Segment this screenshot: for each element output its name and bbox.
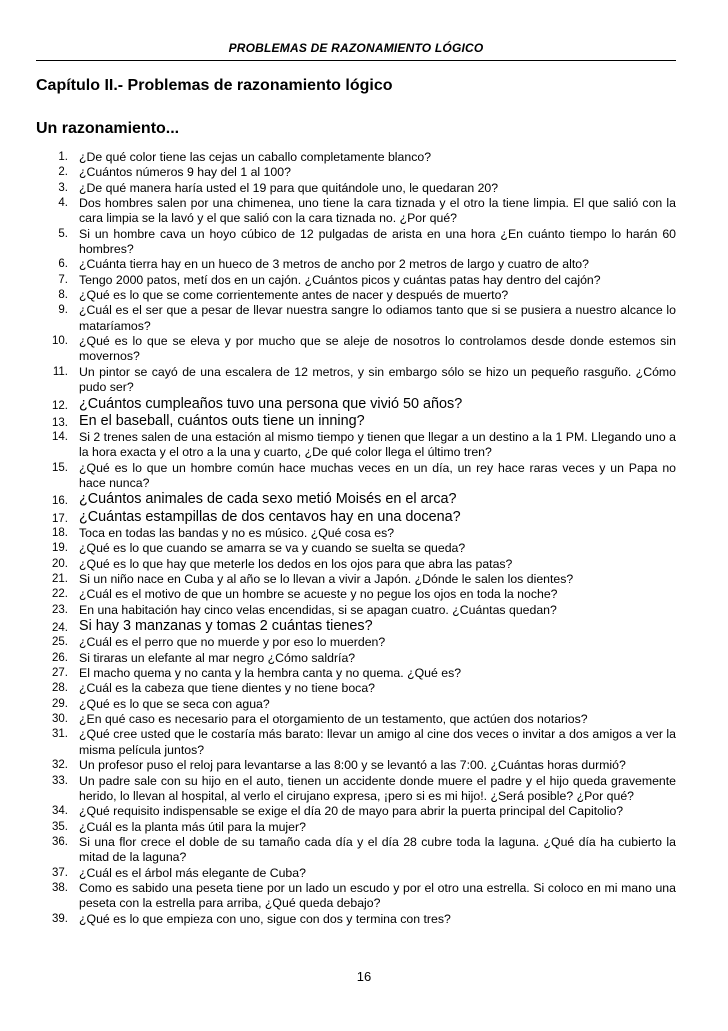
question-item (40, 587, 676, 602)
question-text: Como es sabido una peseta tiene por un lado un escudo y por el otro una estrella. Si coloco en mi mano una peseta con la estrella para arriba, ¿Qué queda debajo? (79, 880, 676, 911)
question-number: 38. (52, 881, 68, 894)
header-rule (36, 60, 676, 61)
question-text: Dos hombres salen por una chimenea, uno tiene la cara tiznada y el otro la tiene limpia. El que salió con la cara limpia se la lavó y el que salió con la cara tiznada no. ¿Por qué? (79, 196, 676, 226)
question-number: 15. (52, 461, 68, 474)
question-item (40, 603, 676, 618)
running-header: PROBLEMAS DE RAZONAMIENTO LÓGICO (228, 41, 484, 55)
question-text: ¿Cuánta tierra hay en un hueco de 3 metros de ancho por 2 metros de largo y cuatro de alto? (79, 257, 589, 272)
question-number: 37. (52, 866, 68, 879)
question-item (40, 461, 676, 492)
question-number: 30. (52, 713, 68, 726)
question-item (40, 181, 676, 196)
question-number: 3. (58, 181, 68, 194)
question-item (40, 758, 676, 773)
question-item (40, 509, 676, 526)
question-text: ¿Qué es lo que empieza con uno, sigue con dos y termina con tres? (79, 911, 451, 926)
question-number: 10. (52, 335, 68, 348)
question-text: ¿Qué cree usted que le costaría más barato: llevar un amigo al cine dos veces o invitar a dos amigos a ver la misma película juntos? (79, 727, 676, 757)
question-number: 34. (52, 805, 68, 818)
question-text: Un profesor puso el reloj para levantarse a las 8:00 y se levantó a las 7:00. ¿Cuántas horas durmió? (79, 758, 626, 773)
question-item (40, 804, 676, 819)
question-item (40, 288, 676, 303)
question-number: 31. (52, 728, 68, 741)
question-text: Tengo 2000 patos, metí dos en un cajón. ¿Cuántos picos y cuántas patas hay dentro del cajón? (79, 272, 601, 287)
question-item (40, 150, 676, 165)
question-text: ¿Qué es lo que hay que meterle los dedos en los ojos para que abra las patas? (79, 556, 513, 571)
question-number: 33. (52, 774, 68, 787)
question-number: 29. (52, 697, 68, 710)
question-item (40, 491, 676, 508)
question-number: 23. (52, 603, 68, 616)
page-number: 16 (356, 969, 372, 984)
question-text: Si un hombre cava un hoyo cúbico de 12 pulgadas de arista en una hora ¿En cuánto tiempo lo harán 60 hombres? (79, 226, 676, 257)
question-item (40, 526, 676, 541)
question-text: Si un niño nace en Cuba y al año se lo llevan a vivir a Japón. ¿Dónde le salen los dientes? (79, 572, 574, 587)
question-number: 36. (52, 835, 68, 848)
question-text: ¿Cuántos cumpleaños tuvo una persona que vivió 50 años? (79, 395, 463, 412)
question-text: ¿Qué requisito indispensable se exige el día 20 de mayo para abrir la puerta principal del Capitolio? (79, 804, 624, 819)
question-item (40, 881, 676, 912)
question-number: 39. (52, 912, 68, 925)
question-number: 5. (58, 227, 68, 240)
question-text: ¿Qué es lo que un hombre común hace muchas veces en un día, un rey hace raras veces y un Papa no hace nunca? (79, 460, 676, 491)
question-text: ¿Cuál es el motivo de que un hombre se acueste y no pegue los ojos en toda la noche? (79, 587, 558, 602)
question-number: 9. (58, 304, 68, 317)
question-text: ¿Cuál es el ser que a pesar de llevar nuestra sangre lo odiamos tanto que si se pusiera a nuestro alcance lo mataríamos? (79, 303, 676, 333)
question-item (40, 666, 676, 681)
question-text: ¿Cuántos animales de cada sexo metió Moisés en el arca? (79, 491, 457, 508)
question-text: ¿Qué es lo que se come corrientemente antes de nacer y después de muerto? (79, 288, 509, 303)
question-number: 16. (52, 495, 68, 508)
question-number: 12. (52, 399, 68, 412)
question-item (40, 681, 676, 696)
question-text: Si hay 3 manzanas y tomas 2 cuántas tienes? (79, 618, 373, 635)
question-number: 11. (52, 365, 68, 378)
question-text: Un pintor se cayó de una escalera de 12 metros, y sin embargo sólo se hizo un pequeño rasguño. ¿Cómo pudo ser? (79, 364, 676, 395)
section-title: Un razonamiento... (36, 120, 180, 137)
question-item (40, 430, 676, 461)
question-number: 1. (58, 151, 68, 163)
question-text: ¿Cuál es el perro que no muerde y por eso lo muerden? (79, 635, 386, 650)
question-number: 13. (52, 416, 68, 429)
question-number: 28. (52, 682, 68, 695)
question-number: 6. (58, 258, 68, 271)
question-text: El macho quema y no canta y la hembra canta y no quema. ¿Qué es? (79, 666, 462, 681)
question-number: 7. (58, 273, 68, 286)
question-text: En el baseball, cuántos outs tiene un inning? (79, 412, 365, 429)
question-text: Toca en todas las bandas y no es músico. ¿Qué cosa es? (79, 526, 395, 541)
question-item (40, 712, 676, 727)
question-text: ¿De qué manera haría usted el 19 para que quitándole uno, le quedaran 20? (79, 180, 499, 195)
question-item (40, 618, 676, 635)
question-item (40, 257, 676, 272)
question-item (40, 697, 676, 712)
question-number: 35. (52, 820, 68, 833)
question-number: 27. (52, 667, 68, 680)
question-number: 19. (52, 542, 68, 555)
question-item (40, 557, 676, 572)
question-number: 32. (52, 759, 68, 772)
question-item (40, 572, 676, 587)
question-item (40, 541, 676, 556)
question-item (40, 273, 676, 288)
question-number: 22. (52, 588, 68, 601)
question-text: Un padre sale con su hijo en el auto, tienen un accidente donde muere el padre y el hijo queda gravemente herido, lo llevan al hospital, al verlo el cirujano expresa, ¡pero si es mi hijo!. ¿Será posible? ¿Por qué? (79, 773, 676, 803)
question-item (40, 820, 676, 835)
question-number: 18. (52, 527, 68, 540)
question-text: ¿Cuál es el árbol más elegante de Cuba? (79, 865, 306, 880)
question-item (40, 651, 676, 666)
question-text: ¿Cuántas estampillas de dos centavos hay en una docena? (79, 508, 461, 525)
question-text: ¿Qué es lo que se seca con agua? (79, 696, 270, 711)
question-number: 21. (52, 573, 68, 586)
question-item (40, 196, 676, 227)
question-text: En una habitación hay cinco velas encendidas, si se apagan cuatro. ¿Cuántas quedan? (79, 602, 557, 617)
question-text: Si una flor crece el doble de su tamaño cada día y el día 28 cubre toda la laguna. ¿Qué día ha cubierto la mitad de la laguna? (79, 834, 676, 865)
question-number: 8. (58, 289, 68, 302)
question-item (40, 912, 676, 927)
question-text: ¿Qué es lo que se eleva y por mucho que se aleje de nosotros lo controlamos desde donde estemos sin movernos? (79, 334, 676, 364)
question-text: Si 2 trenes salen de una estación al mismo tiempo y tienen que llegar a un destino a la 1 PM. Llegando uno a la hora exacta y el otro a la una y cuarto, ¿De qué color llega el último tren? (79, 430, 676, 460)
question-number: 26. (52, 651, 68, 664)
question-item (40, 727, 676, 758)
question-item (40, 413, 676, 430)
question-text: ¿En qué caso es necesario para el otorgamiento de un testamento, que actúen dos notarios? (79, 712, 588, 727)
question-number: 25. (52, 636, 68, 649)
question-text: ¿De qué color tiene las cejas un caballo completamente blanco? (79, 150, 432, 164)
question-text: Si tiraras un elefante al mar negro ¿Cómo saldría? (79, 650, 356, 665)
question-item (40, 866, 676, 881)
question-item (40, 334, 676, 365)
chapter-title: Capítulo II.- Problemas de razonamiento lógico (36, 77, 393, 94)
question-number: 4. (58, 197, 68, 210)
question-item (40, 165, 676, 180)
question-item (40, 303, 676, 334)
question-number: 20. (52, 557, 68, 570)
question-text: ¿Cuántos números 9 hay del 1 al 100? (79, 165, 291, 180)
question-item (40, 774, 676, 805)
question-item (40, 835, 676, 866)
question-text: ¿Cuál es la planta más útil para la mujer? (79, 819, 306, 834)
question-number: 17. (52, 512, 68, 525)
question-item (40, 227, 676, 258)
question-item (40, 365, 676, 396)
question-item (40, 635, 676, 650)
question-number: 2. (58, 166, 68, 179)
question-item (40, 396, 676, 413)
question-text: ¿Cuál es la cabeza que tiene dientes y no tiene boca? (79, 681, 376, 696)
question-list (40, 150, 676, 927)
question-number: 24. (52, 622, 68, 635)
question-text: ¿Qué es lo que cuando se amarra se va y cuando se suelta se queda? (79, 541, 466, 556)
question-number: 14. (52, 431, 68, 444)
